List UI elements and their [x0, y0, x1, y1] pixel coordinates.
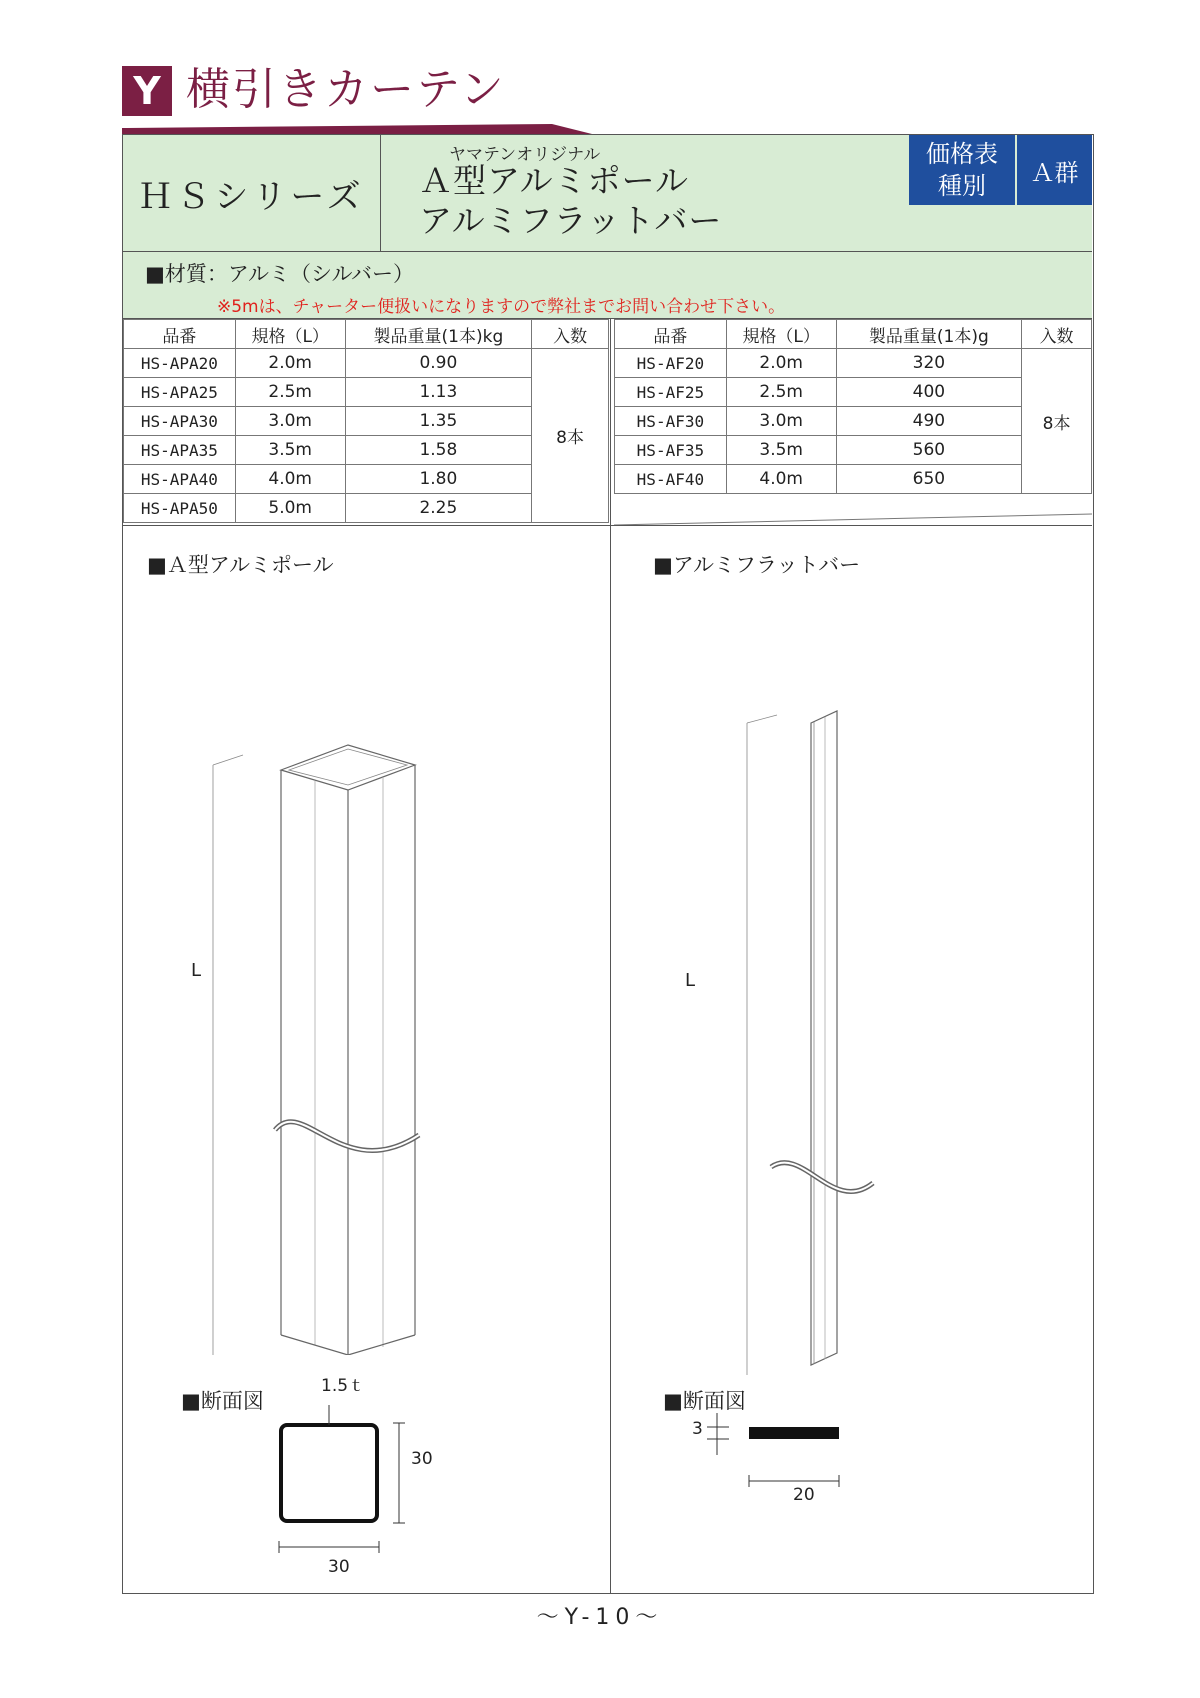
cell-code: HS-AF25	[615, 378, 727, 407]
pole-section-title: ■断面図	[181, 1389, 264, 1413]
column-divider	[610, 319, 611, 1593]
material-band	[123, 252, 1092, 319]
table-row	[615, 378, 1092, 407]
header-length: 規格（L）	[726, 320, 836, 349]
catalog-frame	[122, 134, 1094, 1594]
product-name-line2: アルミフラットバー	[419, 201, 723, 240]
series-name: ＨＳシリーズ	[123, 135, 381, 251]
pole-height-dim: 30	[411, 1449, 433, 1469]
flatbar-thickness-dim: 3	[692, 1419, 703, 1439]
chapter-rule	[122, 122, 602, 134]
title-band	[123, 135, 1092, 252]
product-name-line1: Ａ型アルミポール	[419, 161, 690, 200]
flatbar-illustration	[723, 575, 923, 1375]
pole-thickness: 1.5ｔ	[321, 1376, 366, 1396]
cell-length: 3.5m	[235, 436, 345, 465]
cell-weight: 2.25	[345, 494, 532, 523]
cell-weight: 650	[836, 465, 1022, 494]
cell-length: 2.0m	[235, 349, 345, 378]
cell-weight: 1.35	[345, 407, 532, 436]
page-number: ～Y-10～	[536, 1605, 664, 1630]
chapter-title: 横引きカーテン	[186, 64, 506, 115]
flatbar-spec-table	[614, 319, 1092, 494]
cell-weight: 490	[836, 407, 1022, 436]
material-text: ■材質：アルミ（シルバー）	[145, 262, 415, 286]
header-weight: 製品重量(1本)g	[836, 320, 1022, 349]
cell-code: HS-APA25	[124, 378, 236, 407]
cell-code: HS-AF20	[615, 349, 727, 378]
header-quantity: 入数	[1022, 320, 1092, 349]
flatbar-cross-section	[693, 1407, 853, 1507]
section-divider	[123, 525, 1092, 526]
table-row	[615, 407, 1092, 436]
cell-weight: 1.80	[345, 465, 532, 494]
cell-quantity: 8本	[532, 349, 609, 523]
pole-figure-title: ■Ａ型アルミポール	[147, 553, 334, 577]
pole-length-label: L	[191, 960, 202, 981]
cell-length: 2.5m	[235, 378, 345, 407]
flatbar-length-label: L	[685, 970, 696, 991]
price-group: Ａ群	[1017, 135, 1092, 205]
cell-quantity: 8本	[1022, 349, 1092, 494]
cell-code: HS-AF35	[615, 436, 727, 465]
flatbar-section-title: ■断面図	[663, 1389, 746, 1413]
cell-weight: 1.13	[345, 378, 532, 407]
cell-weight: 560	[836, 436, 1022, 465]
cell-code: HS-APA30	[124, 407, 236, 436]
table-header-row	[615, 320, 1092, 349]
pole-illustration	[183, 595, 483, 1355]
product-name	[419, 161, 722, 241]
table-row	[615, 436, 1092, 465]
notice-text: ※5mは、チャーター便扱いになりますので弊社までお問い合わせ下さい。	[217, 297, 786, 317]
pole-width-dim: 30	[328, 1557, 350, 1577]
flatbar-figure-title: ■アルミフラットバー	[653, 553, 861, 577]
cell-length: 3.0m	[726, 407, 836, 436]
chapter-badge: Y	[122, 66, 172, 116]
cell-length: 3.5m	[726, 436, 836, 465]
cell-length: 4.0m	[726, 465, 836, 494]
header-weight: 製品重量(1本)kg	[345, 320, 532, 349]
cell-length: 3.0m	[235, 407, 345, 436]
cell-weight: 0.90	[345, 349, 532, 378]
header-code: 品番	[615, 320, 727, 349]
cell-length: 5.0m	[235, 494, 345, 523]
cell-code: HS-AF30	[615, 407, 727, 436]
cell-length: 2.0m	[726, 349, 836, 378]
cell-code: HS-APA35	[124, 436, 236, 465]
cell-weight: 400	[836, 378, 1022, 407]
table-row	[615, 349, 1092, 378]
header-quantity: 入数	[532, 320, 609, 349]
pole-spec-table	[123, 319, 609, 523]
flatbar-width-dim: 20	[793, 1485, 815, 1505]
price-label-line1: 価格表	[926, 140, 998, 168]
cell-code: HS-AF40	[615, 465, 727, 494]
pole-cross-section	[273, 1395, 423, 1565]
cell-weight: 320	[836, 349, 1022, 378]
table-filler	[614, 494, 1092, 526]
product-subtitle: ヤマテンオリジナル	[449, 145, 601, 165]
cell-weight: 1.58	[345, 436, 532, 465]
header-length: 規格（L）	[235, 320, 345, 349]
price-label	[909, 135, 1015, 205]
cell-code: HS-APA40	[124, 465, 236, 494]
cell-code: HS-APA50	[124, 494, 236, 523]
table-header-row	[124, 320, 609, 349]
price-label-line2: 種別	[938, 172, 986, 200]
table-row	[124, 349, 609, 378]
table-row	[615, 465, 1092, 494]
header-code: 品番	[124, 320, 236, 349]
cell-length: 4.0m	[235, 465, 345, 494]
cell-length: 2.5m	[726, 378, 836, 407]
cell-code: HS-APA20	[124, 349, 236, 378]
